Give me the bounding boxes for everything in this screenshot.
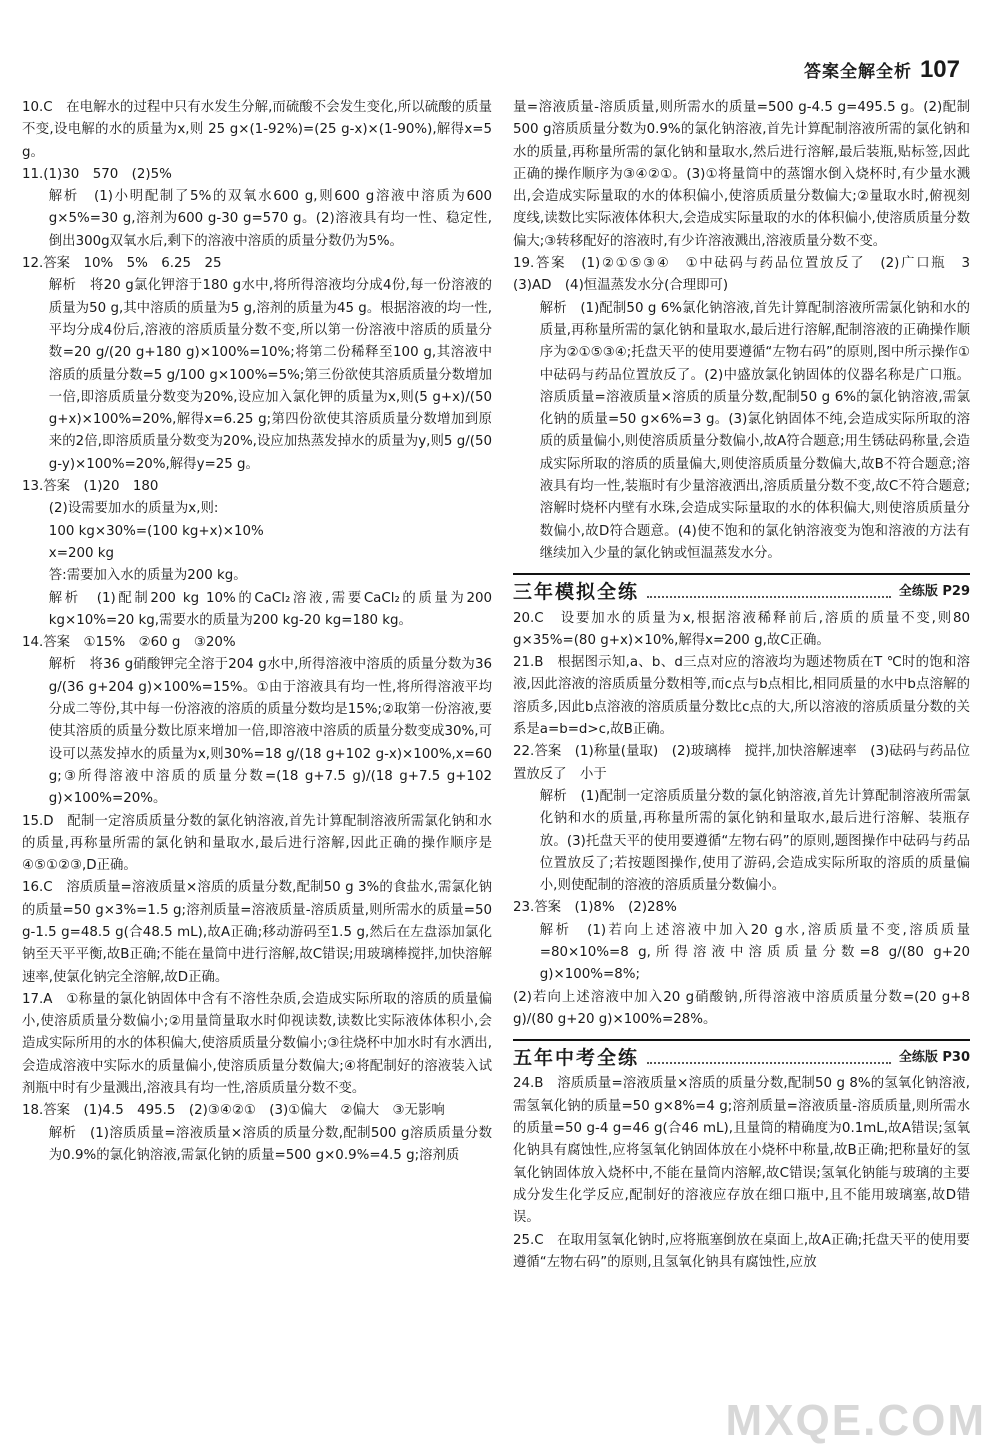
answer-10: 10.C 在电解水的过程中只有水发生分解,而硫酸不会发生变化,所以硫酸的质量不变,设电解的水的质量为x,则 25 g×(1-92%)=(25 g-x)×(1-90%),解得x=5 g。: [22, 100, 492, 160]
answer-13-step-1: (2)设需要加水的质量为x,则:: [48, 501, 219, 517]
analysis-18: 解析 (1)溶质质量=溶液质量×溶质的质量分数,配制500 g溶质质量分数为0.9%的氯化钠溶液,需氯化钠的质量=500 g×0.9%=4.5 g;溶剂质: [48, 1125, 492, 1163]
answer-12: 12.答案 10% 5% 6.25 25: [22, 256, 222, 272]
answer-13: 13.答案 (1)20 180: [22, 479, 159, 495]
analysis-13: 解析 (1)配制200 kg 10%的CaCl₂溶液,需要CaCl₂的质量为200 kg×10%=20 kg,需要水的质量为200 kg-20 kg=180 kg。: [48, 590, 492, 628]
answer-19: 19.答案 (1)②①⑤③④ ①中砝码与药品位置放反了 (2)广口瓶 3 (3)AD (4)恒温蒸发水分(合理即可): [513, 256, 984, 294]
answer-13-conclusion: 答:需要加入水的质量为200 kg。: [48, 568, 247, 584]
analysis-23-part-2: (2)若向上述溶液中加入20 g硝酸钠,所得溶液中溶质质量分数=(20 g+8 g)/(80 g+20 g)×100%=28%。: [513, 989, 970, 1027]
left-column: [22, 97, 492, 1167]
answer-11: 11.(1)30 570 (2)5%: [22, 166, 172, 182]
analysis-19: 解析 (1)配制50 g 6%氯化钠溶液,首先计算配制溶液所需氯化钠和水的质量,再称量所需的氯化钠和量取水,最后进行溶解,配制溶液的正确操作顺序为②①⑤③④;托盘天平的使用要遵循“左物右码”的原则,图中所示操作①中砝码与药品位置放反了。(2)中盛放氯化钠固体的仪器名称是广口瓶。溶质质量=溶液质量×溶质的质量分数,配制50 g 6%的氯化钠溶液,需氯化钠的质量=50 g×6%=3 g。(3)氯化钠固体不纯,会造成实际所取的溶质的质量偏小,则使溶质质量分数偏小,故A符合题意;用生锈砝码称量,会造成实际所取的溶质的质量偏大,则使溶质质量分数偏大,故B不符合题意;溶液具有均一性,装瓶时有少量溶液洒出,溶质质量分数不变,故C不符合题意;溶解时烧杯内壁有水珠,会造成实际量取的水的体积偏大,则使溶质质量分数偏小,故D符合题意。(4)使不饱和的氯化钠溶液变为饱和溶液的方法有继续加入少量的氯化钠或恒温蒸发水分。: [539, 300, 970, 561]
answer-17: 17.A ①称量的氯化钠固体中含有不溶性杂质,会造成实际所取的溶质的质量偏小,使溶质质量分数偏小;②用量筒量取水时仰视读数,读数比实际液体体积小,会造成实际所用的水的体积偏大,使溶质质量分数偏小;③往烧杯中加水时有水洒出,会造成溶液中实际水的质量偏小,使溶质质量分数偏大;④将配制好的溶液装入试剂瓶中时有少量溅出,溶液具有均一性,溶质质量分数不变。: [22, 991, 492, 1097]
answer-24: 24.B 溶质质量=溶液质量×溶质的质量分数,配制50 g 8%的氢氧化钠溶液,需氢氧化钠的质量=50 g×8%=4 g;溶剂质量=溶液质量-溶质质量,则所需水的质量=50 g-4 g=46 g(合46 mL),且量筒的精确度为0.1mL,故A错误;氢氧化钠具有腐蚀性,应将氢氧化钠固体放在小烧杯中称量,故B正确;把称量好的氢氧化钠固体放入烧杯中,不能在量筒内溶解,故C错误;氢氧化钠能与玻璃的主要成分发生化学反应,配制好的溶液应存放在细口瓶中,且不能用玻璃塞,故D错误。: [513, 1076, 970, 1226]
section-title: 五年中考全练: [513, 1047, 640, 1070]
answer-20: 20.C 设要加水的质量为x,根据溶液稀释前后,溶质的质量不变,则80 g×35%=(80 g+x)×10%,解得x=200 g,故C正确。: [513, 610, 970, 648]
page-header: [804, 56, 960, 84]
section-ref: 全练版 P29: [898, 584, 970, 600]
dotted-leader: [647, 1052, 891, 1064]
page-number: 107: [919, 56, 960, 83]
answer-25: 25.C 在取用氢氧化钠时,应将瓶塞倒放在桌面上,故A正确;托盘天平的使用要遵循“左物右码”的原则,且氢氧化钠具有腐蚀性,应放: [513, 1232, 970, 1270]
answer-14: 14.答案 ①15% ②60 g ③20%: [22, 635, 236, 651]
analysis-23-part-1: 解析 (1)若向上述溶液中加入20 g水,溶质质量不变,溶质质量=80×10%=8 g,所得溶液中溶质质量分数=8 g/(80 g+20 g)×100%=8%;: [539, 922, 970, 983]
answer-23: 23.答案 (1)8% (2)28%: [513, 900, 677, 916]
answer-16: 16.C 溶质质量=溶液质量×溶质的质量分数,配制50 g 3%的食盐水,需氯化钠的质量=50 g×3%=1.5 g;溶剂质量=溶液质量-溶质质量,则所需水的质量=50 g-1.5 g=48.5 g(合48.5 mL),故A正确;移动游码至1.5 g,然后在左盘添加氯化钠至天平平衡,故B正确;不能在量筒中进行溶解,故C错误;用玻璃棒搅拌,加快溶解速率,使氯化钠完全溶解,故D正确。: [22, 880, 492, 985]
answer-21: 21.B 根据图示知,a、b、d三点对应的溶液均为题述物质在T ℃时的饱和溶液,因此溶液的溶质质量分数相等,而c点与b点相比,相同质量的水中b点溶解的溶质多,因此b点溶液的溶质质量分数比c点的大,所以溶液的溶质质量分数的关系是a=b=d>c,故B正确。: [513, 655, 970, 738]
section-ref: 全练版 P30: [898, 1050, 970, 1066]
answer-22: 22.答案 (1)称量(量取) (2)玻璃棒 搅拌,加快溶解速率 (3)砝码与药品位置放反了 小于: [513, 744, 970, 782]
right-column: [513, 97, 984, 1274]
analysis-22: 解析 (1)配制一定溶质质量分数的氯化钠溶液,首先计算配制溶液所需氯化钠和水的质量,再称量所需的氯化钠和量取水,最后进行溶解、装瓶存放。(3)托盘天平的使用要遵循“左物右码”的原则,题图操作中砝码与药品位置放反了;若按题图操作,使用了游码,会造成实际所取的溶质的质量偏小,则使配制的溶液的溶质质量分数偏小。: [539, 788, 970, 894]
answer-18: 18.答案 (1)4.5 495.5 (2)③④②① (3)①偏大 ②偏大 ③无影响: [22, 1103, 445, 1119]
answer-15: 15.D 配制一定溶质质量分数的氯化钠溶液,首先计算配制溶液所需氯化钠和水的质量,再称量所需的氯化钠和量取水,最后进行溶解,因此正确的操作顺序是④⑤①②③,D正确。: [22, 813, 492, 874]
section-header-three-year: [513, 573, 970, 603]
section-header-five-year: [513, 1039, 970, 1069]
dotted-leader: [647, 586, 891, 598]
analysis-12: 解析 将20 g氯化钾溶于180 g水中,将所得溶液均分成4份,每一份溶液的质量为50 g,其中溶质的质量为5 g,溶剂的质量为45 g。根据溶液的均一性,平均分成4份后,溶液的溶质质量分数不变,所以第一份溶液中溶质的质量分数=20 g/(20 g+180 g)×100%=10%;将第二份稀释至100 g,其溶液中溶质的质量分数=5 g/100 g×100%=5%;第三份欲使其溶质质量分数增加一倍,即溶质质量分数变为20%,设应加入氯化钾的质量为x,则(5 g+x)/(50 g+x)×100%=20%,解得x=6.25 g;第四份欲使其溶质质量分数增加到原来的2倍,即溶质质量分数变为20%,设应加热蒸发掉水的质量为y,则5 g/(50 g-y)×100%=20%,解得y=25 g。: [48, 278, 492, 472]
header-title: 答案全解全析: [803, 62, 912, 82]
watermark: MXQE.COM: [725, 1396, 986, 1445]
analysis-18-continued: 量=溶液质量-溶质质量,则所需水的质量=500 g-4.5 g=495.5 g。(2)配制500 g溶质质量分数为0.9%的氯化钠溶液,首先计算配制溶液所需的氯化钠和水的质量,再称量所需的氯化钠和量取水,然后进行溶解,最后装瓶,贴标签,因此正确的操作顺序为③④②①。(3)①将量筒中的蒸馏水倒入烧杯时,有少量水溅出,会造成实际量取的水的体积偏小,使溶质质量分数偏大;②量取水时,俯视刻度线,读数比实际液体体积大,会造成实际量取的水的体积偏小,使溶质质量分数偏大;③转移配好的溶液时,有少许溶液溅出,溶液质量分数不变。: [513, 100, 970, 249]
answer-13-step-3: x=200 kg: [48, 545, 115, 561]
section-title: 三年模拟全练: [513, 581, 640, 604]
answer-13-step-2: 100 kg×30%=(100 kg+x)×10%: [48, 523, 264, 539]
analysis-14: 解析 将36 g硝酸钾完全溶于204 g水中,所得溶液中溶质的质量分数为36 g/(36 g+204 g)×100%=15%。①由于溶液具有均一性,将所得溶液平均分成二等份,其中每一份溶液的溶质的质量分数均是15%;②取第一份溶液,要使其溶质的质量分数比原来增加一倍,即溶液中溶质的质量分数变成30%,可设可以蒸发掉水的质量为x,则30%=18 g/(18 g+102 g-x)×100%,x=60 g;③所得溶液中溶质的质量分数=(18 g+7.5 g)/(18 g+7.5 g+102 g)×100%=20%。: [48, 657, 492, 807]
analysis-11: 解析 (1)小明配制了5%的双氧水600 g,则600 g溶液中溶质为600 g×5%=30 g,溶剂为600 g-30 g=570 g。(2)溶液具有均一性、稳定性,倒出300g双氧水后,剩下的溶液中溶质的质量分数仍为5%。: [48, 189, 492, 249]
